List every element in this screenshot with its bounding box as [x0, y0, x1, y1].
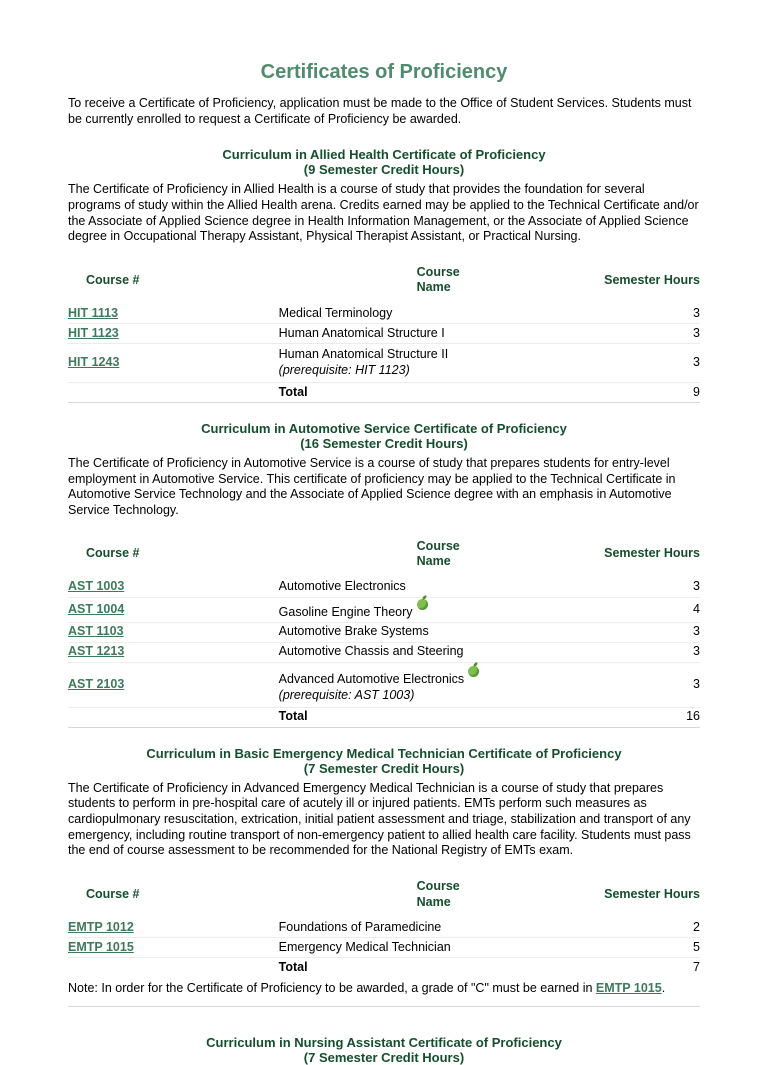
section-note: Note: In order for the Certificate of Proficiency to be awarded, a grade of "C" must be earned in EMTP 1015. [68, 981, 700, 1007]
apple-icon [417, 599, 428, 610]
col-hours: Semester Hours [604, 886, 700, 901]
course-name: Human Anatomical Structure II [278, 347, 449, 362]
course-hours: 3 [489, 344, 700, 383]
total-hours: 7 [693, 959, 700, 974]
course-link[interactable]: AST 1213 [68, 644, 125, 659]
course-name-cell [279, 344, 490, 383]
section-emt [68, 746, 700, 1007]
col-hours: Semester Hours [604, 272, 700, 287]
course-hours: 3 [489, 578, 700, 598]
table-row [68, 344, 700, 383]
total-label: Total [279, 707, 490, 727]
intro-text: To receive a Certificate of Proficiency, application must be made to the Office of Student Services. Students must be currently enrolled to request a Certificate of Proficiency be awarded. [68, 96, 692, 126]
course-link[interactable]: AST 1103 [68, 624, 124, 639]
total-row [68, 707, 700, 727]
total-row [68, 958, 700, 978]
section-nursing-assistant [68, 1035, 700, 1065]
page-title: Certificates of Proficiency [260, 61, 508, 83]
col-course: Course # [86, 546, 140, 561]
col-name: Course Name [416, 878, 460, 909]
note-course-link[interactable]: EMTP 1015 [595, 981, 662, 996]
table-row [68, 938, 700, 958]
total-row [68, 383, 700, 403]
course-link[interactable]: AST 1003 [68, 579, 125, 594]
course-link[interactable]: HIT 1123 [68, 325, 119, 340]
course-table [68, 533, 700, 728]
course-link[interactable]: EMTP 1012 [68, 919, 134, 934]
total-label: Total [278, 959, 308, 974]
table-row [68, 578, 700, 598]
course-name: Automotive Chassis and Steering [279, 642, 490, 662]
course-link[interactable]: HIT 1243 [68, 355, 120, 370]
course-table [68, 873, 700, 977]
col-hours: Semester Hours [604, 546, 700, 561]
course-hours: 2 [489, 918, 700, 938]
table-header [68, 873, 700, 918]
page [0, 60, 768, 1065]
section-automotive-service [68, 421, 700, 728]
table-row [68, 662, 700, 707]
course-hours: 3 [489, 662, 700, 707]
section-title: Curriculum in Basic Emergency Medical Technician Certificate of Proficiency (7 Semester Credit Hours) [146, 745, 622, 776]
table-row [68, 304, 700, 324]
course-hours: 3 [489, 642, 700, 662]
course-hours: 3 [489, 304, 700, 324]
course-link[interactable]: AST 1004 [68, 601, 125, 616]
section-description: The Certificate of Proficiency in Allied Health is a course of study that provides the foundation for several programs of study within the Allied Health arena. Credits earned may be applied to the Technical Certificate and/or the Associate of Applied Science degree in Health Information Management, or the Associate of Applied Science degree in Occupational Therapy Assistant, Physical Therapist Assistant, or Practical Nursing. [68, 182, 699, 244]
course-hours: 4 [489, 597, 700, 622]
table-row [68, 642, 700, 662]
course-hours: 3 [489, 324, 700, 344]
course-name-cell [279, 662, 490, 707]
total-hours: 9 [489, 383, 700, 403]
col-course: Course # [86, 272, 140, 287]
course-name: Automotive Brake Systems [279, 622, 490, 642]
section-title: Curriculum in Nursing Assistant Certificate of Proficiency (7 Semester Credit Hours) [206, 1034, 562, 1065]
total-hours: 16 [489, 707, 700, 727]
table-header [68, 259, 700, 304]
table-header [68, 533, 700, 578]
section-description: The Certificate of Proficiency in Automotive Service is a course of study that prepares students for entry-level employment in Automotive Service. This certificate of proficiency may be applied to the Technical Certificate in Automotive Service Technology and the Associate of Applied Science degree with an emphasis in Automotive Service Technology. [68, 456, 676, 517]
course-link[interactable]: HIT 1113 [68, 305, 119, 320]
course-name: Human Anatomical Structure I [279, 324, 490, 344]
section-allied-health [68, 147, 700, 403]
course-table [68, 259, 700, 403]
course-name: Emergency Medical Technician [279, 938, 490, 958]
section-title: Curriculum in Automotive Service Certificate of Proficiency (16 Semester Credit Hours) [201, 421, 567, 451]
course-name: Automotive Electronics [279, 578, 490, 598]
col-name: Course Name [416, 538, 460, 569]
total-label: Total [279, 383, 490, 403]
table-row [68, 622, 700, 642]
col-course: Course # [86, 886, 140, 901]
section-description: The Certificate of Proficiency in Advanced Emergency Medical Technician is a course of study that prepares students to perform in pre-hospital care of acutely ill or injured patients. EMTs perform such measures as cardiopulmonary resuscitation, extrication, initial patient assessment and triage, stabilization and transport of any emergency, including routine transport of non-emergency patient to allied health care facility. Students must pass the end of course assessment to be recommended for the National Registry of EMTs exam. [68, 780, 691, 858]
course-name-cell [279, 597, 490, 622]
apple-icon [468, 666, 479, 677]
course-name: Medical Terminology [279, 304, 490, 324]
course-name: Advanced Automotive Electronics [278, 672, 465, 687]
course-name: Gasoline Engine Theory [278, 604, 413, 619]
course-link[interactable]: EMTP 1015 [68, 939, 134, 954]
table-row [68, 324, 700, 344]
course-name: Foundations of Paramedicine [279, 918, 490, 938]
section-title: Curriculum in Allied Health Certificate of Proficiency (9 Semester Credit Hours) [222, 147, 546, 178]
col-name: Course Name [416, 264, 460, 295]
table-row [68, 918, 700, 938]
course-prerequisite: (prerequisite: HIT 1123) [278, 363, 410, 377]
course-link[interactable]: AST 2103 [68, 676, 125, 691]
course-hours: 3 [489, 622, 700, 642]
course-hours: 5 [489, 938, 700, 958]
table-row [68, 597, 700, 622]
course-prerequisite: (prerequisite: AST 1003) [278, 687, 415, 702]
